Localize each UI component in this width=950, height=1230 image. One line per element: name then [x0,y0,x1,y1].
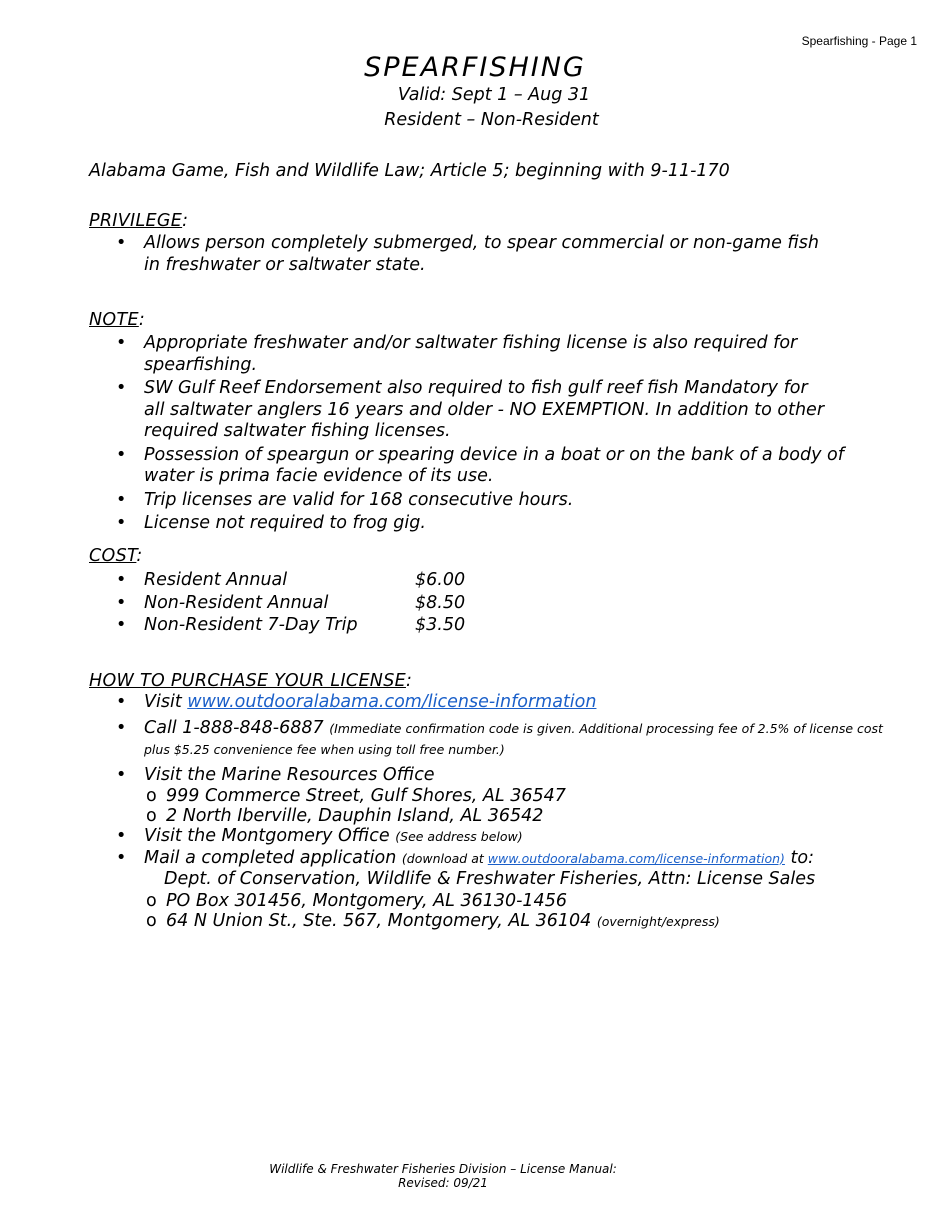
call-note: (Immediate confirmation code is given. Additional processing fee of 2.5% of license cost plus $5.25 convenience fee when using toll free number.) [144,720,883,757]
purchase-item-call: • Call 1-888-848-6887 (Immediate confirmation code is given. Additional processing fee of 2.5% of license cost plus $5.25 convenience fee when using toll free number.) [89,718,899,761]
cost-item: • Non-Resident Annual $8.50 [89,592,689,615]
page-number: Spearfishing - Page 1 [801,34,917,48]
cost-price: $3.50 [415,615,466,635]
note-item: • License not required to frog gig. [89,513,879,535]
purchase-item-marine: • Visit the Marine Resources Office o 999 Commerce Street, Gulf Shores, AL 36547 o 2 North Iberville, Dauphin Island, AL 36542 [89,765,899,827]
mail-address-list [89,891,899,932]
cost-item: • Resident Annual $6.00 [89,569,689,592]
mail-address: o PO Box 301456, Montgomery, AL 36130-1456 [89,891,899,911]
cost-item: • Non-Resident 7-Day Trip $3.50 [89,614,689,637]
note-item: • Appropriate freshwater and/or saltwater fishing license is also required for spearfishing. [89,333,879,376]
footer [220,1162,666,1190]
marine-address-list [89,786,899,826]
note-item: • Trip licenses are valid for 168 consecutive hours. [89,490,879,512]
cost-heading: COST: [89,546,143,566]
valid-dates: Valid: Sept 1 – Aug 31 [397,85,591,105]
note-item: • SW Gulf Reef Endorsement also required to fish gulf reef fish Mandatory for all saltwater anglers 16 years and older - NO EXEMPTION. In addition to other required saltwater fishing licenses. [89,378,879,443]
cost-price: $8.50 [415,592,466,613]
marine-address: o 999 Commerce Street, Gulf Shores, AL 36547 [89,786,899,806]
footer-line: Wildlife & Freshwater Fisheries Division – License Manual: [269,1162,617,1176]
download-link[interactable]: www.outdooralabama.com/license-information) [487,850,785,866]
purchase-list [89,692,899,932]
footer-revised: Revised: 09/21 [398,1176,488,1190]
privilege-item: • Allows person completely submerged, to spear commercial or non-game fish in freshwater or saltwater state. [89,233,819,276]
privilege-list [89,233,819,276]
purchase-item-montgomery: • Visit the Montgomery Office (See address below) [89,826,899,848]
page-title: SPEARFISHING [364,52,586,83]
residency-line: Resident – Non-Resident [384,110,599,130]
purchase-item-visit: • Visit www.outdooralabama.com/license-information [89,692,899,714]
dept-address: Dept. of Conservation, Wildlife & Freshwater Fisheries, Attn: License Sales [164,869,816,889]
purchase-item-mail: • Mail a completed application (download at www.outdooralabama.com/license-information) to: Dept. of Conservation, Wildlife & Freshwater Fisheries, Attn: License Sales o PO Box 301456, Montgomery, AL 36130-1456 o 64 N Union St., Ste. 567, Montgomery, AL 36104 (overnight/express) [89,848,899,932]
cost-list [89,569,689,637]
cost-price: $6.00 [415,570,466,590]
website-link[interactable]: www.outdooralabama.com/license-information [187,692,597,712]
purchase-heading: HOW TO PURCHASE YOUR LICENSE: [89,671,413,691]
law-reference: Alabama Game, Fish and Wildlife Law; Article 5; beginning with 9-11-170 [89,161,730,181]
mail-address: o 64 N Union St., Ste. 567, Montgomery, AL 36104 (overnight/express) [89,911,899,932]
marine-address: o 2 North Iberville, Dauphin Island, AL 36542 [89,806,899,826]
note-item: • Possession of speargun or spearing device in a boat or on the bank of a body of water is prima facie evidence of its use. [89,445,879,488]
privilege-heading: PRIVILEGE: [89,211,189,231]
note-list [89,333,879,535]
note-heading: NOTE: [89,310,146,330]
